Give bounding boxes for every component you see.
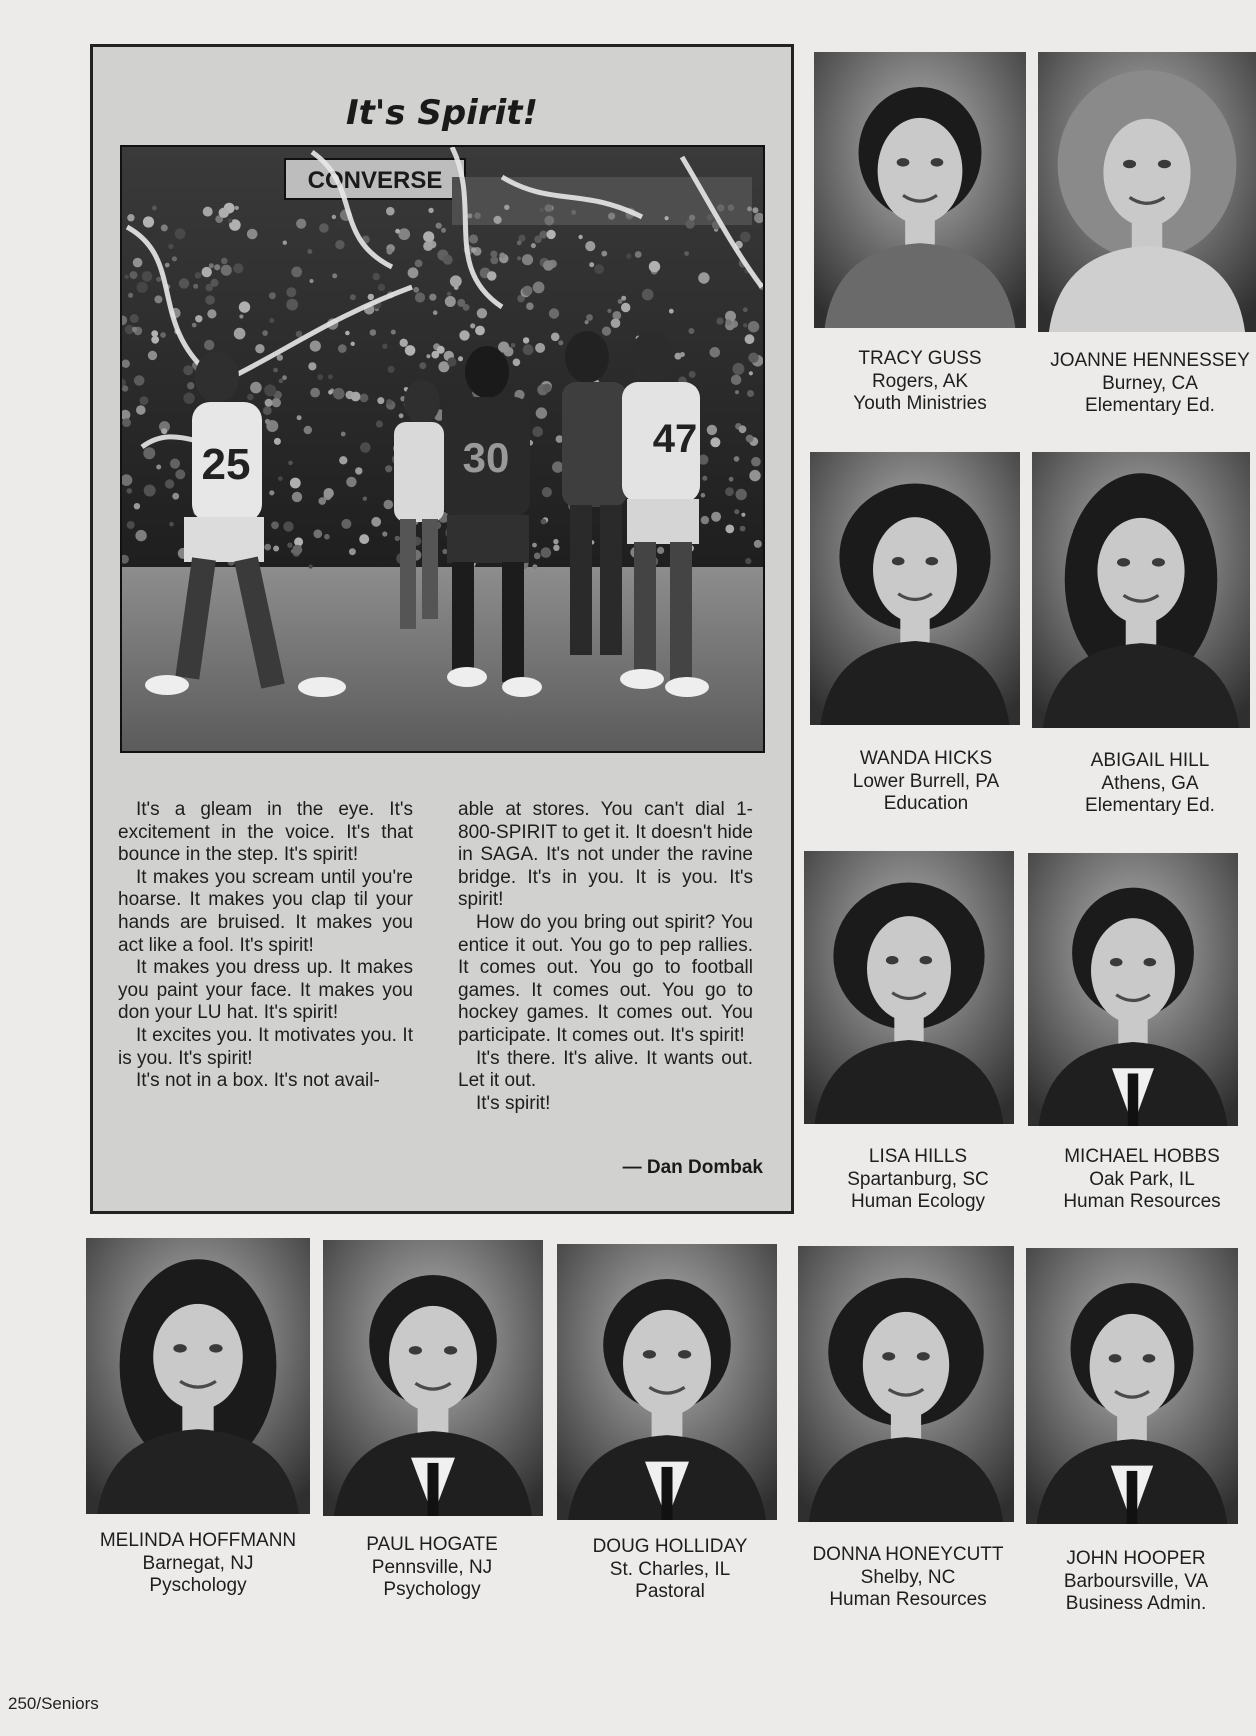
senior-hometown: Pennsville, NJ	[371, 1556, 493, 1578]
senior-name: ABIGAIL HILL	[1090, 750, 1210, 771]
senior-portrait-photo	[86, 1238, 310, 1514]
senior-major: Elementary Ed.	[1085, 795, 1215, 816]
senior-name: JOANNE HENNESSEY	[1050, 350, 1250, 371]
article-paragraph: How do you bring out spirit? You entice it out. You go to pep rallies. It comes out. You go to football games. It comes out. You go to hockey games. It comes out. You participate. It comes out. It's spirit!	[458, 911, 753, 1046]
article-paragraph: It makes you scream until you're hoarse. It makes you clap til your hands are bruised. It makes you act like a fool. It's spirit!	[118, 866, 413, 956]
senior-portrait-photo	[814, 52, 1026, 328]
senior-caption	[798, 1544, 1018, 1612]
senior-portrait-photo	[1028, 853, 1238, 1126]
senior-portrait-photo	[323, 1240, 543, 1516]
senior-caption	[1040, 350, 1256, 418]
senior-caption	[810, 348, 1030, 416]
senior-hometown: Barboursville, VA	[1063, 1570, 1209, 1592]
feature-article-box	[90, 44, 794, 1214]
basketball-action-photo	[120, 145, 765, 753]
senior-name: DONNA HONEYCUTT	[812, 1544, 1004, 1565]
senior-major: Human Resources	[1063, 1191, 1221, 1212]
senior-caption	[816, 748, 1036, 816]
senior-hometown: Rogers, AK	[871, 370, 969, 392]
senior-name: MELINDA HOFFMANN	[99, 1530, 297, 1551]
arena-sign-text: CONVERSE	[307, 167, 443, 194]
jersey-number-30: 30	[462, 434, 510, 481]
senior-portrait-photo	[798, 1246, 1014, 1522]
basketball-action-illustration	[122, 147, 763, 751]
page-number-label: 250/Seniors	[8, 1694, 99, 1713]
senior-portrait-photo	[1038, 52, 1256, 332]
senior-portrait-photo	[557, 1244, 777, 1520]
senior-hometown: Spartanburg, SC	[847, 1168, 989, 1190]
senior-name: PAUL HOGATE	[366, 1534, 498, 1555]
article-paragraph: able at stores. You can't dial 1-800-SPIRIT to get it. It doesn't hide in SAGA. It's not under the ravine bridge. It's in you. It is you. It's spirit!	[458, 799, 753, 911]
senior-hometown: Oak Park, IL	[1089, 1168, 1195, 1190]
senior-major: Business Admin.	[1065, 1593, 1207, 1614]
senior-portrait-photo	[1026, 1248, 1238, 1524]
jersey-number-47: 47	[652, 417, 698, 461]
senior-portrait-photo	[810, 452, 1020, 725]
article-paragraph: It's not in a box. It's not avail-	[136, 1070, 380, 1092]
senior-caption	[560, 1536, 780, 1604]
senior-name: WANDA HICKS	[859, 748, 993, 769]
article-paragraph: It makes you dress up. It makes you paint your face. It makes you don your LU hat. It's spirit!	[118, 957, 413, 1024]
article-column-left	[118, 799, 413, 1093]
article-column-right	[458, 799, 753, 1115]
senior-hometown: Athens, GA	[1101, 772, 1199, 794]
senior-hometown: Barnegat, NJ	[142, 1552, 254, 1574]
senior-portrait-photo	[804, 851, 1014, 1124]
senior-hometown: Burney, CA	[1102, 372, 1198, 394]
article-paragraph: It's there. It's alive. It wants out. Let it out.	[458, 1047, 753, 1092]
article-paragraph: It's a gleam in the eye. It's excitement in the voice. It's that bounce in the step. It's spirit!	[118, 799, 413, 866]
senior-major: Elementary Ed.	[1085, 395, 1215, 416]
senior-caption	[88, 1530, 308, 1598]
senior-major: Human Resources	[829, 1589, 987, 1610]
senior-hometown: Lower Burrell, PA	[852, 770, 1000, 792]
senior-major: Psychology	[383, 1579, 481, 1600]
senior-portrait-photo	[1032, 452, 1250, 728]
senior-caption	[1026, 1548, 1246, 1616]
senior-caption	[808, 1146, 1028, 1214]
senior-name: JOHN HOOPER	[1066, 1548, 1206, 1569]
senior-hometown: St. Charles, IL	[609, 1558, 731, 1580]
senior-major: Education	[883, 793, 969, 814]
senior-caption	[1040, 750, 1256, 818]
senior-caption	[322, 1534, 542, 1602]
feature-title: It's Spirit!	[345, 93, 539, 133]
jersey-number-25: 25	[201, 440, 251, 489]
article-byline: — Dan Dombak	[622, 1157, 763, 1178]
senior-name: LISA HILLS	[868, 1146, 968, 1167]
senior-major: Human Ecology	[850, 1191, 986, 1212]
senior-name: DOUG HOLLIDAY	[592, 1536, 748, 1557]
article-paragraph: It excites you. It motivates you. It is you. It's spirit!	[118, 1024, 413, 1069]
senior-name: MICHAEL HOBBS	[1064, 1146, 1220, 1167]
article-paragraph: It's spirit!	[476, 1092, 551, 1114]
senior-hometown: Shelby, NC	[860, 1566, 956, 1588]
senior-major: Pyschology	[149, 1575, 247, 1596]
senior-name: TRACY GUSS	[858, 348, 982, 369]
senior-major: Youth Ministries	[853, 393, 987, 414]
senior-major: Pastoral	[635, 1581, 705, 1602]
senior-caption	[1032, 1146, 1252, 1214]
